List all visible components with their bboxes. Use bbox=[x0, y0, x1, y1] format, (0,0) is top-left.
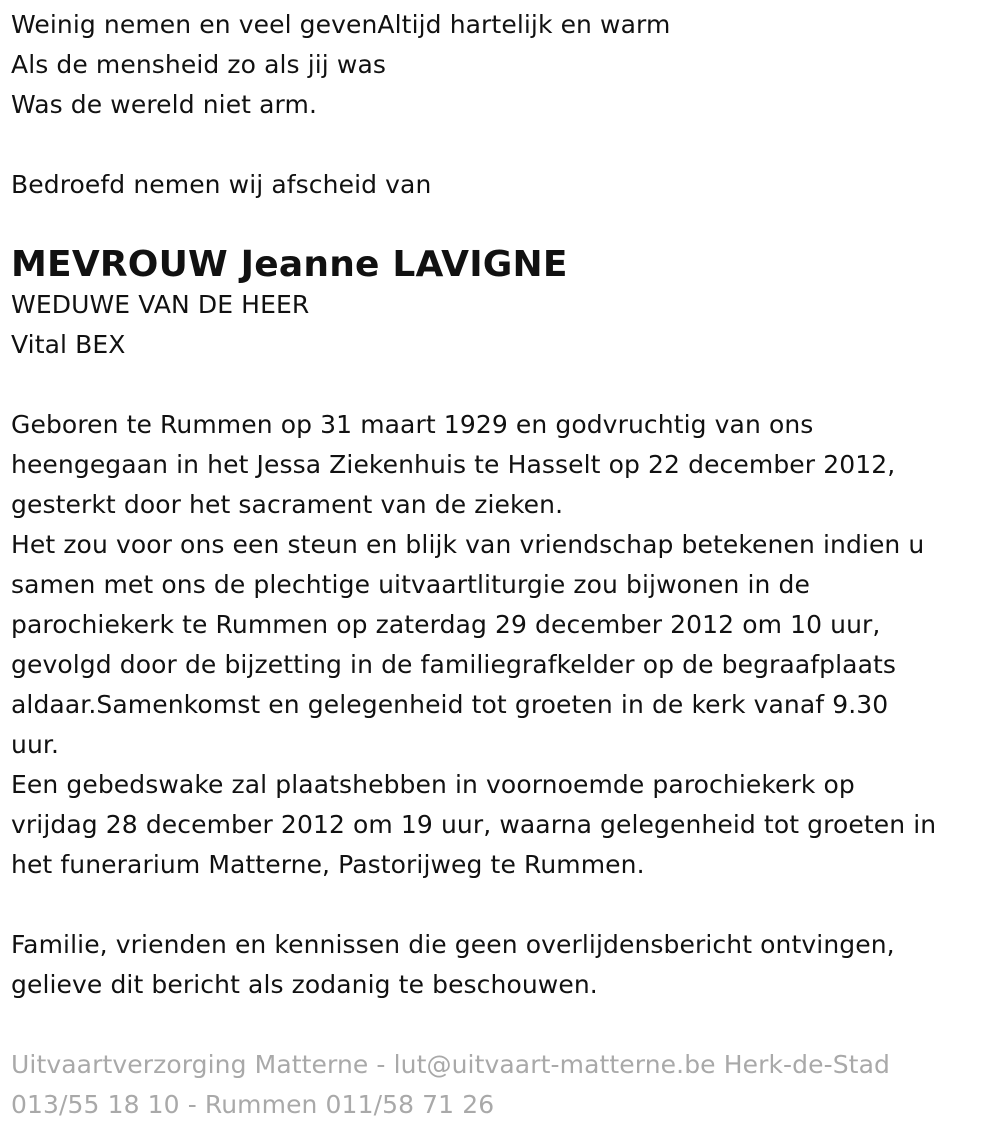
announcement-line: Geboren te Rummen op 31 maart 1929 en godvruchtig van ons bbox=[11, 410, 814, 439]
poem bbox=[11, 5, 996, 125]
notice-paragraph bbox=[11, 925, 996, 1005]
spacer bbox=[11, 125, 996, 165]
announcement-line: gesterkt door het sacrament van de zieken. bbox=[11, 490, 564, 519]
deceased-title: WEDUWE VAN DE HEER bbox=[11, 290, 310, 319]
poem-line: Weinig nemen en veel gevenAltijd hartelijk en warm bbox=[11, 10, 671, 39]
poem-line: Was de wereld niet arm. bbox=[11, 90, 317, 119]
notice-line: gelieve dit bericht als zodanig te beschouwen. bbox=[11, 970, 598, 999]
notice-line: Familie, vrienden en kennissen die geen overlijdensbericht ontvingen, bbox=[11, 930, 895, 959]
intro-text: Bedroefd nemen wij afscheid van bbox=[11, 170, 432, 199]
announcement-line: samen met ons de plechtige uitvaartliturgie zou bijwonen in de bbox=[11, 570, 810, 599]
announcement-line: vrijdag 28 december 2012 om 19 uur, waarna gelegenheid tot groeten in bbox=[11, 810, 937, 839]
spacer bbox=[11, 1005, 996, 1045]
deceased-name: MEVROUW Jeanne LAVIGNE bbox=[11, 244, 568, 285]
funeral-director-footer bbox=[11, 1045, 996, 1125]
announcement-line: heengegaan in het Jessa Ziekenhuis te Hasselt op 22 december 2012, bbox=[11, 450, 896, 479]
announcement-paragraph bbox=[11, 405, 996, 885]
announcement-line: aldaar.Samenkomst en gelegenheid tot groeten in de kerk vanaf 9.30 bbox=[11, 690, 889, 719]
announcement-line: gevolgd door de bijzetting in de familiegrafkelder op de begraafplaats bbox=[11, 650, 897, 679]
announcement-line: Het zou voor ons een steun en blijk van vriendschap betekenen indien u bbox=[11, 530, 925, 559]
footer-line: Uitvaartverzorging Matterne - lut@uitvaart-matterne.be Herk-de-Stad bbox=[11, 1050, 890, 1079]
obituary-document bbox=[11, 5, 996, 1125]
announcement-line: parochiekerk te Rummen op zaterdag 29 december 2012 om 10 uur, bbox=[11, 610, 881, 639]
footer-line: 013/55 18 10 - Rummen 011/58 71 26 bbox=[11, 1090, 495, 1119]
spouse-name: Vital BEX bbox=[11, 330, 126, 359]
spacer bbox=[11, 365, 996, 405]
spacer bbox=[11, 885, 996, 925]
poem-line: Als de mensheid zo als jij was bbox=[11, 50, 386, 79]
announcement-line: Een gebedswake zal plaatshebben in voornoemde parochiekerk op bbox=[11, 770, 855, 799]
spacer bbox=[11, 205, 996, 245]
announcement-line: uur. bbox=[11, 730, 60, 759]
announcement-line: het funerarium Matterne, Pastorijweg te Rummen. bbox=[11, 850, 645, 879]
